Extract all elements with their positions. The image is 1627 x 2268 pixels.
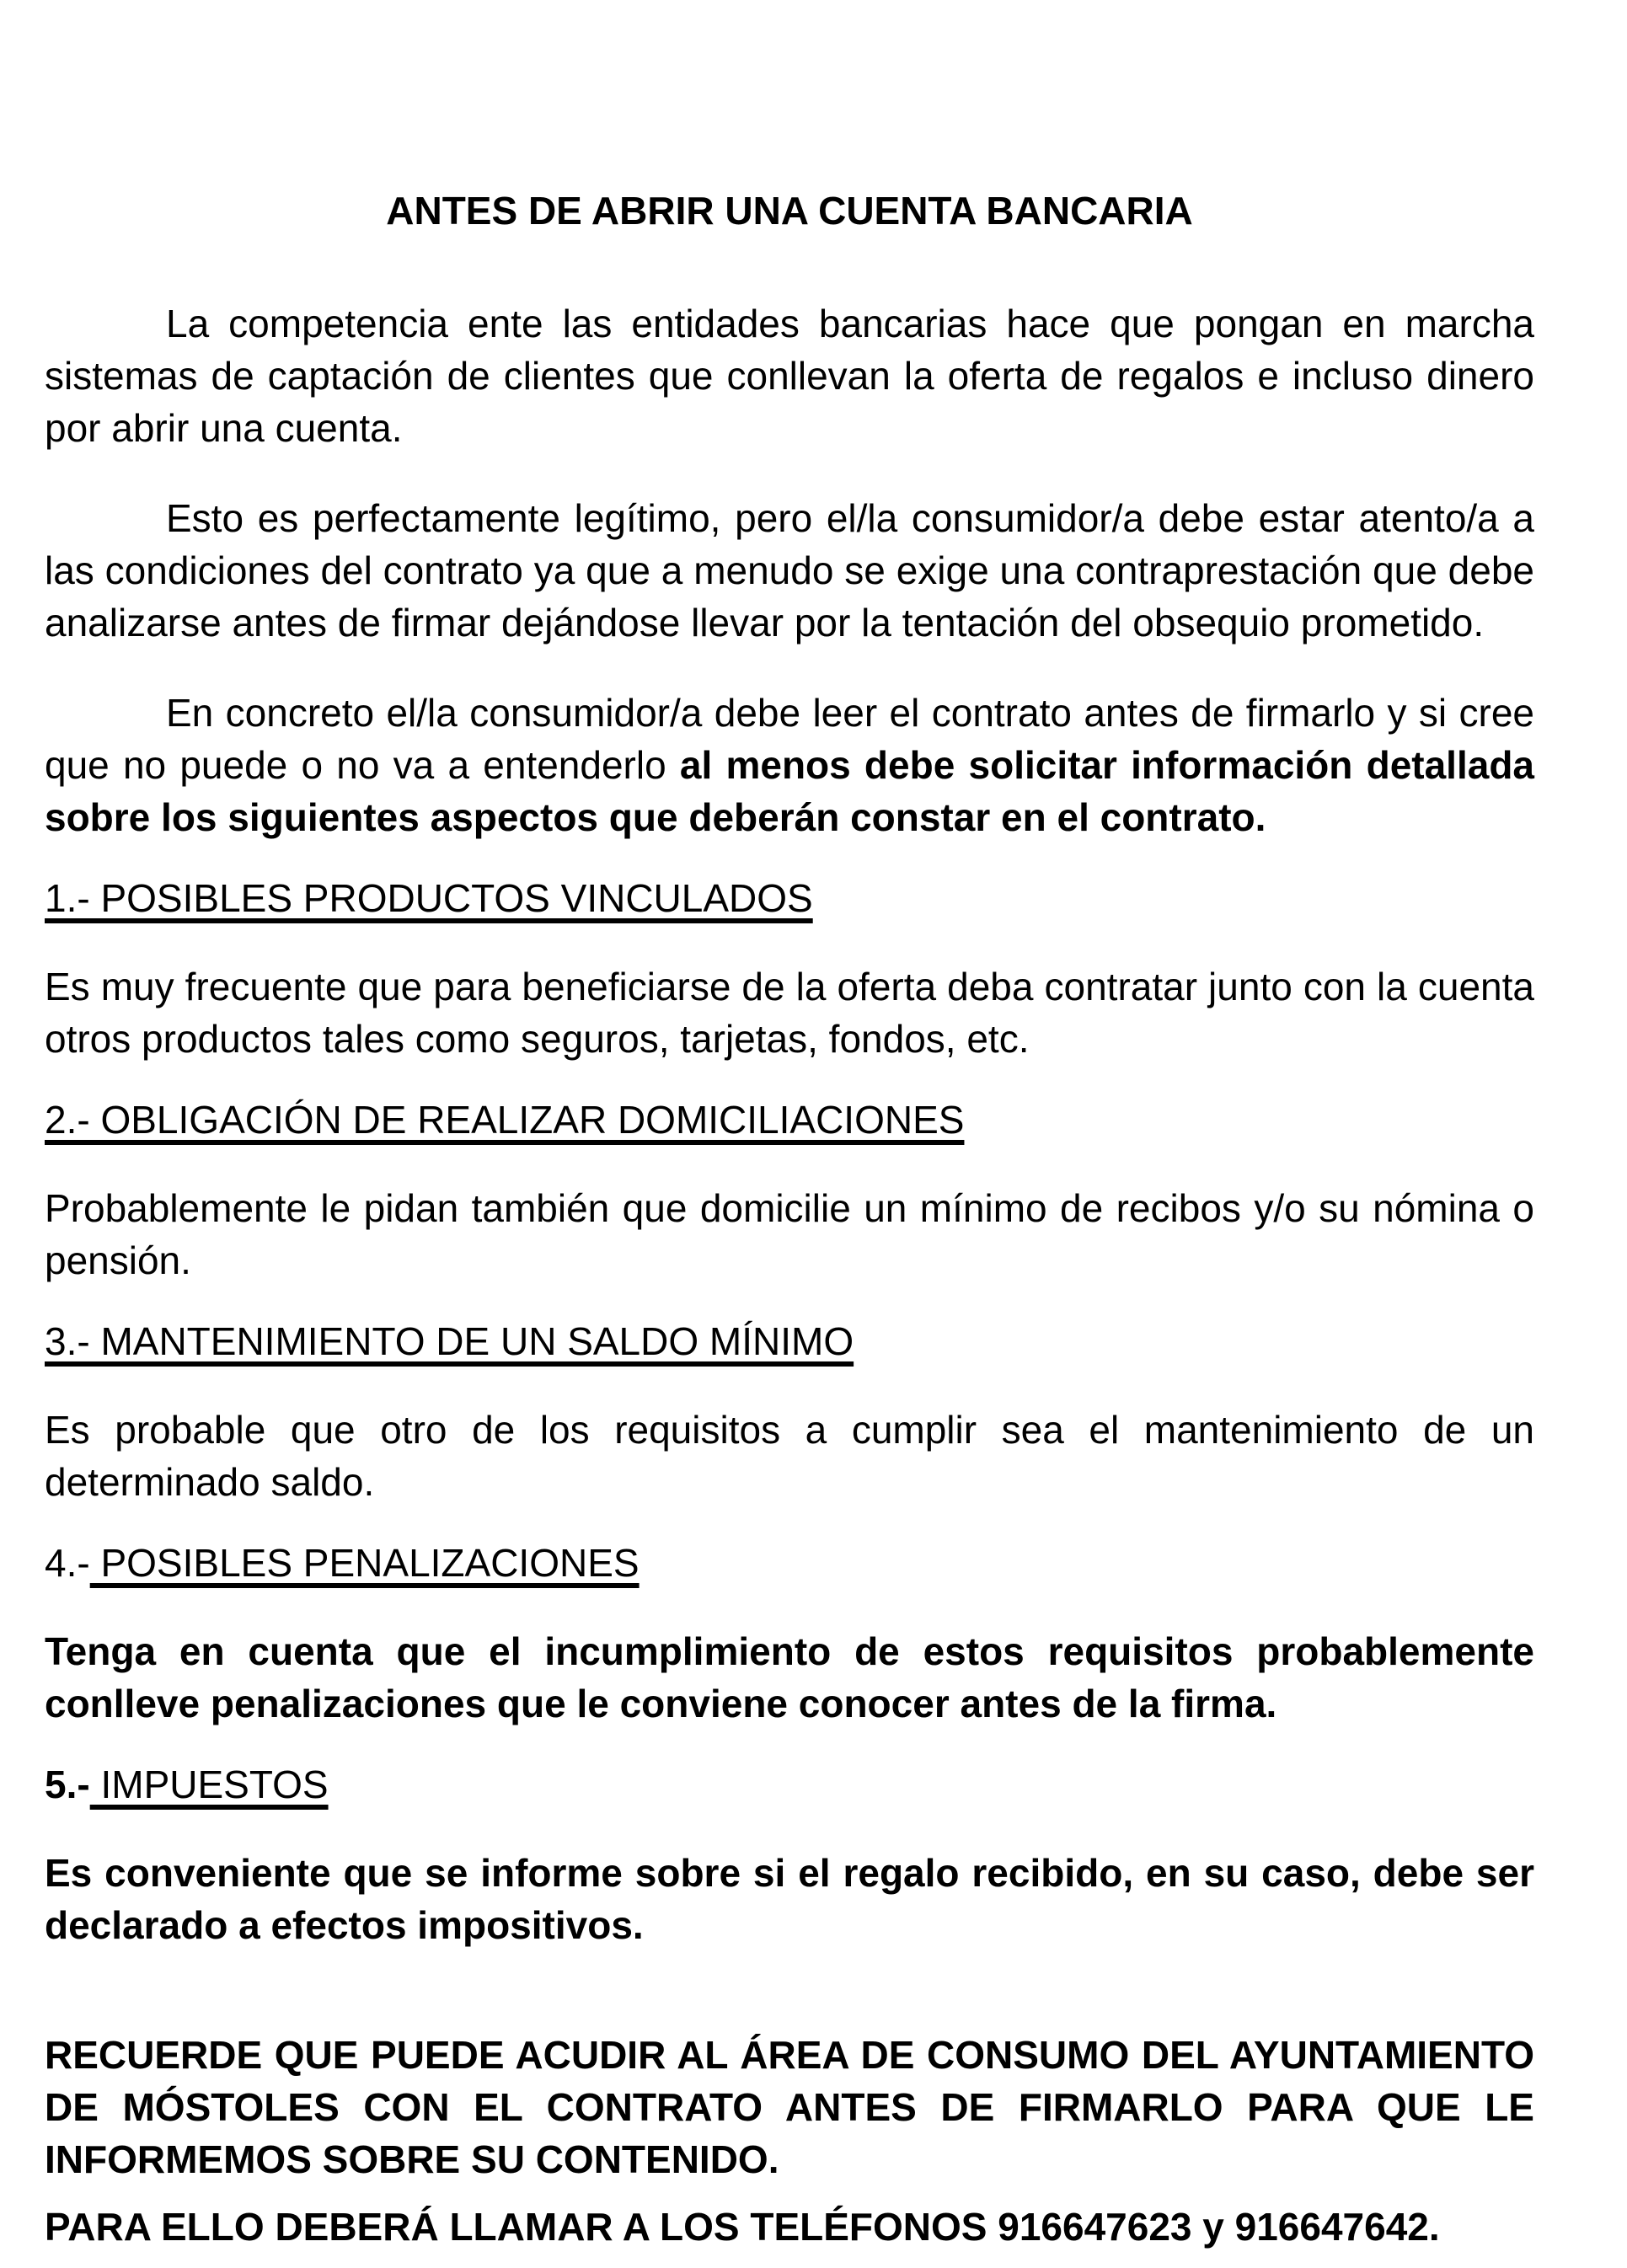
section-2-paragraph	[45, 1182, 1534, 1286]
bold-text-run: RECUERDE QUE PUEDE ACUDIR AL ÁREA DE CONSUMO DEL AYUNTAMIENTO DE MÓSTOLES CON EL CONTRATO ANTES DE FIRMARLO PARA QUE LE INFORMEMOS SOBRE SU CONTENIDO.	[45, 2033, 1534, 2181]
bold-text-run: al menos debe solicitar información detallada sobre los siguientes aspectos que deberán constar en el contrato.	[45, 743, 1535, 839]
text-run: La competencia ente las entidades bancarias hace que pongan en marcha sistemas de captación de clientes que conllevan la oferta de regalos e incluso dinero por abrir una cuenta.	[45, 302, 1534, 450]
document-title	[45, 185, 1534, 237]
section-5-paragraph	[45, 1847, 1534, 1951]
section-number: 5.-	[45, 1763, 90, 1806]
section-number: 4.-	[45, 1541, 90, 1585]
text-run: Esto es perfectamente legítimo, pero el/la consumidor/a debe estar atento/a a las condiciones del contrato ya que a menudo se exige una contraprestación que debe analizarse antes de firmar dejándose llevar por la tentación del obsequio prometido.	[45, 496, 1534, 645]
underlined-heading-run: 3.- MANTENIMIENTO DE UN SALDO MÍNIMO	[45, 1319, 854, 1363]
bold-text-run: PARA ELLO DEBERÁ LLAMAR A LOS TELÉFONOS 916647623 y 916647642.	[45, 2205, 1440, 2249]
section-3-heading	[45, 1315, 1534, 1367]
text-run: Es probable que otro de los requisitos a cumplir sea el mantenimiento de un determinado saldo.	[45, 1408, 1534, 1504]
underlined-heading-run: 1.- POSIBLES PRODUCTOS VINCULADOS	[45, 876, 813, 920]
underlined-heading-run: POSIBLES PENALIZACIONES	[89, 1541, 640, 1585]
section-4-heading	[45, 1537, 1534, 1589]
footer-notice-paragraph	[45, 2029, 1534, 2185]
bold-text-run: Tenga en cuenta que el incumplimiento de estos requisitos probablemente conlleve penalizaciones que le conviene conocer antes de la firma.	[45, 1629, 1534, 1725]
text-run: En concreto el/la consumidor/a debe leer el contrato antes de firmarlo y si cree que no puede o no va a entenderlo	[45, 691, 1534, 787]
text-run: Es muy frecuente que para beneficiarse de la oferta deba contratar junto con la cuenta otros productos tales como seguros, tarjetas, fondos, etc.	[45, 965, 1534, 1061]
bold-text-run: Es conveniente que se informe sobre si el regalo recibido, en su caso, debe ser declarado a efectos impositivos.	[45, 1851, 1534, 1947]
section-1-paragraph	[45, 960, 1534, 1065]
intro-paragraph-1	[45, 297, 1534, 454]
section-5-heading	[45, 1758, 1534, 1811]
section-1-heading	[45, 872, 1534, 924]
title-text-run: ANTES DE ABRIR UNA CUENTA BANCARIA	[386, 189, 1193, 233]
section-2-heading	[45, 1094, 1534, 1146]
intro-paragraph-3	[45, 687, 1534, 843]
underlined-heading-run: IMPUESTOS	[89, 1763, 329, 1806]
intro-paragraph-2	[45, 492, 1534, 649]
section-4-paragraph	[45, 1625, 1534, 1730]
underlined-heading-run: 2.- OBLIGACIÓN DE REALIZAR DOMICILIACIONES	[45, 1098, 965, 1142]
section-3-paragraph	[45, 1404, 1534, 1508]
text-run: Probablemente le pidan también que domicilie un mínimo de recibos y/o su nómina o pensión.	[45, 1186, 1534, 1282]
footer-phones-paragraph	[45, 2201, 1534, 2253]
